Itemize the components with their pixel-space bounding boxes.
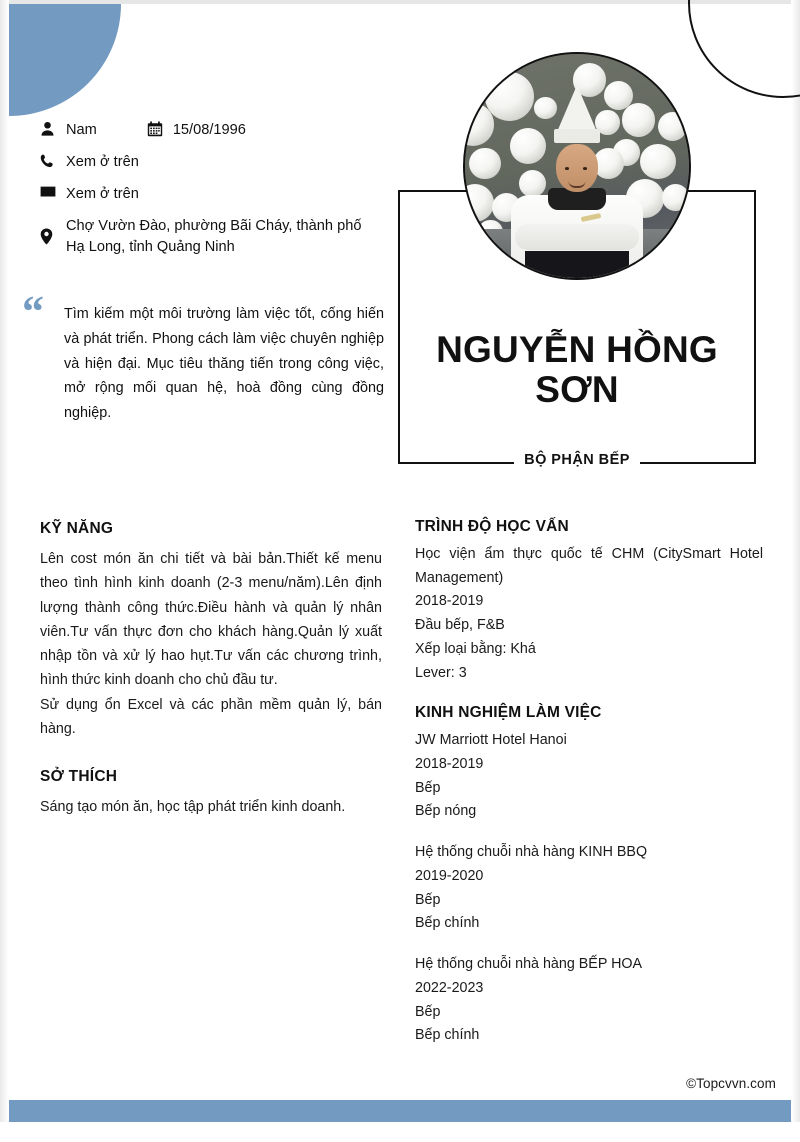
entry-spacer [415, 936, 763, 953]
contact-gender-value: Nam [66, 122, 97, 138]
experience-department: Bếp [415, 1003, 441, 1020]
contact-item-phone [40, 152, 385, 173]
experience-company: JW Marriott Hotel Hanoi [415, 732, 567, 749]
contact-item-dob [147, 120, 246, 141]
interests-text: Sáng tạo món ăn, học tập phát triển kinh doanh. [40, 799, 346, 816]
objective-block [22, 287, 384, 426]
education-heading: TRÌNH ĐỘ HỌC VẤN [415, 518, 569, 535]
contact-item-address [40, 216, 385, 258]
education-period: 2018-2019 [415, 593, 484, 610]
entry-spacer [415, 824, 763, 841]
education-school: Học viện ẩm thực quốc tế CHM (CitySmart Hotel Management) [415, 546, 763, 586]
page-title: NGUYỄN HỒNG SƠN [436, 329, 718, 410]
phone-icon [40, 152, 66, 169]
chef-trousers [525, 251, 629, 278]
experience-entry [415, 953, 763, 1048]
experience-entry [415, 729, 763, 824]
chef-eye-right [583, 167, 587, 170]
contact-phone-value: Xem ở trên [66, 154, 139, 170]
experience-company: Hệ thống chuỗi nhà hàng BẾP HOA [415, 956, 643, 973]
right-column [415, 518, 763, 1048]
avatar-photo [465, 54, 689, 278]
contact-block [40, 120, 385, 269]
chef-arms [515, 224, 639, 250]
experience-position: Bếp nóng [415, 803, 477, 820]
avatar [463, 52, 691, 280]
page-edge-left [0, 0, 9, 1122]
interests-heading: SỞ THÍCH [40, 768, 118, 786]
left-column [40, 520, 382, 820]
education-classification: Xếp loại bằng: Khá [415, 640, 536, 657]
experience-period: 2018-2019 [415, 756, 484, 773]
interests-body [40, 795, 382, 819]
contact-item-gender [40, 120, 97, 141]
skills-paragraph-2: Sử dụng ổn Excel và các phần mềm quản lý, bán hàng. [40, 696, 382, 738]
section-spacer [415, 685, 763, 704]
section-spacer [40, 741, 382, 768]
decor-footer-bar [9, 1100, 791, 1122]
page-edge-right [791, 0, 800, 1122]
calendar-icon [147, 120, 173, 137]
experience-position: Bếp chính [415, 1027, 480, 1044]
chef-eye-left [565, 167, 569, 170]
experience-entry [415, 841, 763, 936]
envelope-icon [40, 184, 66, 198]
person-icon [40, 120, 66, 137]
job-title: BỘ PHẬN BẾP [514, 452, 640, 468]
skills-body [40, 547, 382, 741]
experience-company: Hệ thống chuỗi nhà hàng KINH BBQ [415, 844, 648, 861]
objective-text: Tìm kiếm một môi trường làm việc tốt, cống hiến và phát triển. Phong cách làm việc chuyên nghiệp và hiện đại. Mục tiêu thăng tiến trong công việc, mở rộng mối quan hệ, hoà đồng cùng đồng nghiệp. [64, 306, 384, 422]
skills-paragraph-1: Lên cost món ăn chi tiết và bài bản.Thiết kế menu theo tình hình kinh doanh (2-3 menu/năm).Lên định lượng thành công thức.Điều hành và quản lý nhân viên.Tư vấn thực đơn cho khách hàng.Quản lý xuất nhập tồn và xử lý hao hụt.Tư vấn các chương trình, hình thức kinh doanh cho chủ đầu tư. [40, 551, 382, 689]
chef-hat-band [554, 129, 600, 143]
quote-mark-icon: “ [22, 287, 44, 336]
experience-period: 2019-2020 [415, 867, 484, 884]
footer-credit: ©Topcvvn.com [686, 1076, 776, 1091]
experience-position: Bếp chính [415, 915, 480, 932]
experience-period: 2022-2023 [415, 979, 484, 996]
experience-department: Bếp [415, 779, 441, 796]
job-title-wrap [398, 451, 756, 469]
location-pin-icon [40, 216, 66, 245]
education-level: Lever: 3 [415, 664, 467, 681]
experience-department: Bếp [415, 891, 441, 908]
education-major: Đầu bếp, F&B [415, 617, 505, 634]
contact-email-value: Xem ở trên [66, 186, 139, 202]
experience-heading: KINH NGHIỆM LÀM VIỆC [415, 704, 602, 722]
skills-heading: KỸ NĂNG [40, 520, 114, 537]
contact-dob-value: 15/08/1996 [172, 122, 246, 138]
education-entry [415, 543, 763, 685]
contact-row-gender-dob [40, 120, 385, 141]
contact-address-value: Chợ Vườn Đào, phường Bãi Cháy, thành phố Hạ Long, tỉnh Quảng Ninh [66, 218, 362, 255]
chef-collar [548, 188, 606, 210]
contact-item-email [40, 184, 385, 205]
